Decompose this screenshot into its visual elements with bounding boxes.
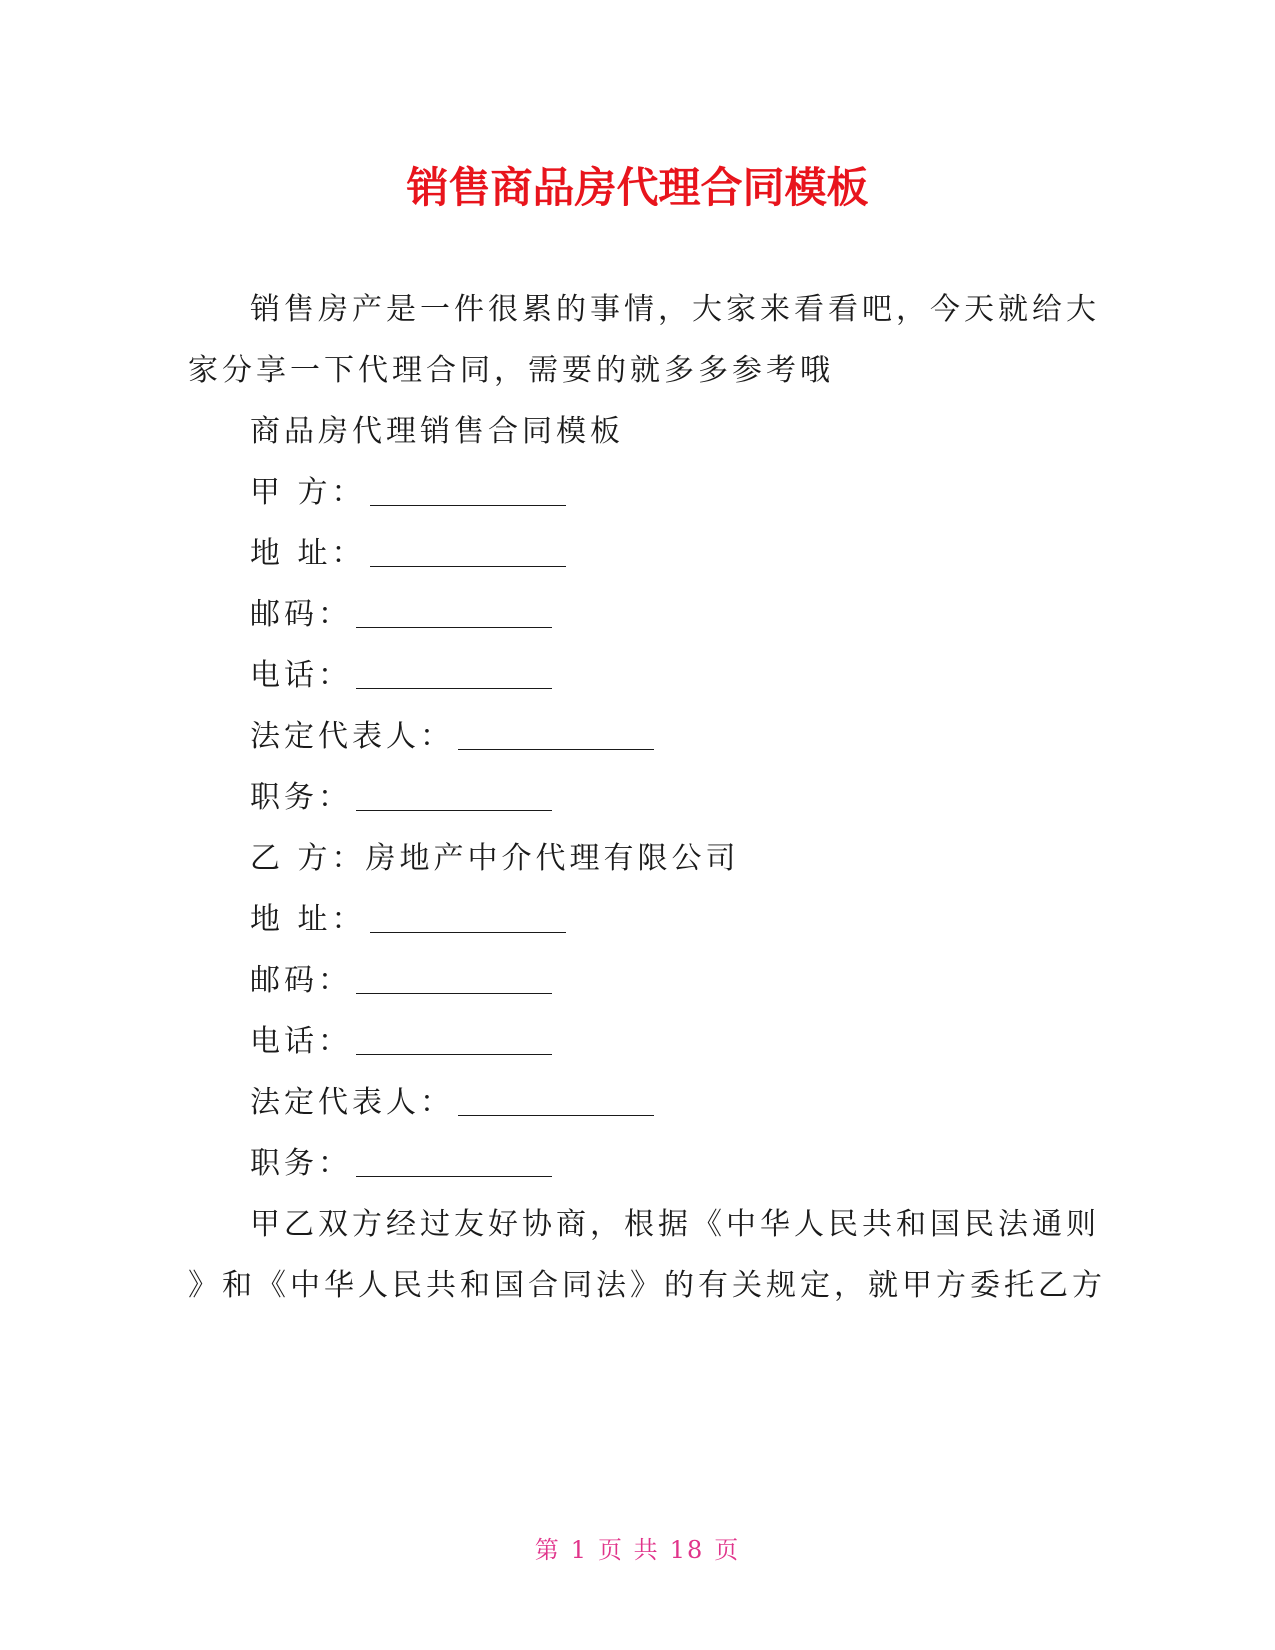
footer-middle: 页 共 [598, 1536, 660, 1564]
footer-page-number: 1 [570, 1536, 589, 1564]
party-b-address-label: 地 址： [250, 902, 366, 937]
party-a-address-field [250, 534, 566, 574]
party-a-phone-field [250, 656, 552, 696]
party-a-address-blank [370, 536, 566, 567]
party-a-legal-rep-label: 法定代表人： [250, 719, 454, 754]
party-b-legal-rep-blank [458, 1085, 654, 1116]
party-b-name-label: 乙 方： [250, 841, 366, 876]
party-a-legal-rep-blank [458, 719, 654, 750]
contract-subtitle: 商品房代理销售合同模板 [250, 414, 624, 449]
party-b-position-blank [356, 1146, 552, 1177]
party-a-postcode-field [250, 595, 552, 635]
party-a-name-blank [370, 475, 566, 506]
party-a-position-field [250, 778, 552, 818]
party-b-postcode-field [250, 961, 552, 1001]
party-b-address-field [250, 900, 566, 940]
party-b-position-field [250, 1144, 552, 1184]
party-b-phone-field [250, 1022, 552, 1062]
body-paragraph-line-2: 》和《中华人民共和国合同法》的有关规定，就甲方委托乙方 [188, 1268, 1106, 1303]
party-a-postcode-label: 邮码： [250, 597, 352, 632]
party-a-phone-label: 电话： [250, 658, 352, 693]
party-b-name-field [250, 839, 740, 879]
party-a-position-label: 职务： [250, 780, 352, 815]
party-a-postcode-blank [356, 597, 552, 628]
intro-paragraph-line-1: 销售房产是一件很累的事情，大家来看看吧，今天就给大 [250, 292, 1100, 327]
party-b-phone-blank [356, 1024, 552, 1055]
party-b-legal-rep-field [250, 1083, 654, 1123]
party-a-name-label: 甲 方： [250, 475, 366, 510]
body-paragraph-line-1: 甲乙双方经过友好协商，根据《中华人民共和国民法通则 [250, 1207, 1100, 1242]
party-b-legal-rep-label: 法定代表人： [250, 1085, 454, 1120]
party-b-address-blank [370, 902, 566, 933]
page-footer [0, 1534, 1275, 1566]
party-a-legal-rep-field [250, 717, 654, 757]
footer-prefix: 第 [534, 1536, 561, 1564]
party-a-phone-blank [356, 658, 552, 689]
party-a-address-label: 地 址： [250, 536, 366, 571]
party-b-position-label: 职务： [250, 1146, 352, 1181]
party-a-position-blank [356, 780, 552, 811]
party-b-name-value: 房地产中介代理有限公司 [365, 841, 740, 876]
footer-suffix: 页 [714, 1536, 741, 1564]
footer-total-pages: 18 [669, 1536, 705, 1564]
party-b-phone-label: 电话： [250, 1024, 352, 1059]
intro-paragraph-line-2: 家分享一下代理合同，需要的就多多参考哦 [188, 353, 834, 388]
party-a-name-field [250, 473, 566, 513]
document-title: 销售商品房代理合同模板 [406, 163, 869, 212]
party-b-postcode-blank [356, 963, 552, 994]
party-b-postcode-label: 邮码： [250, 963, 352, 998]
